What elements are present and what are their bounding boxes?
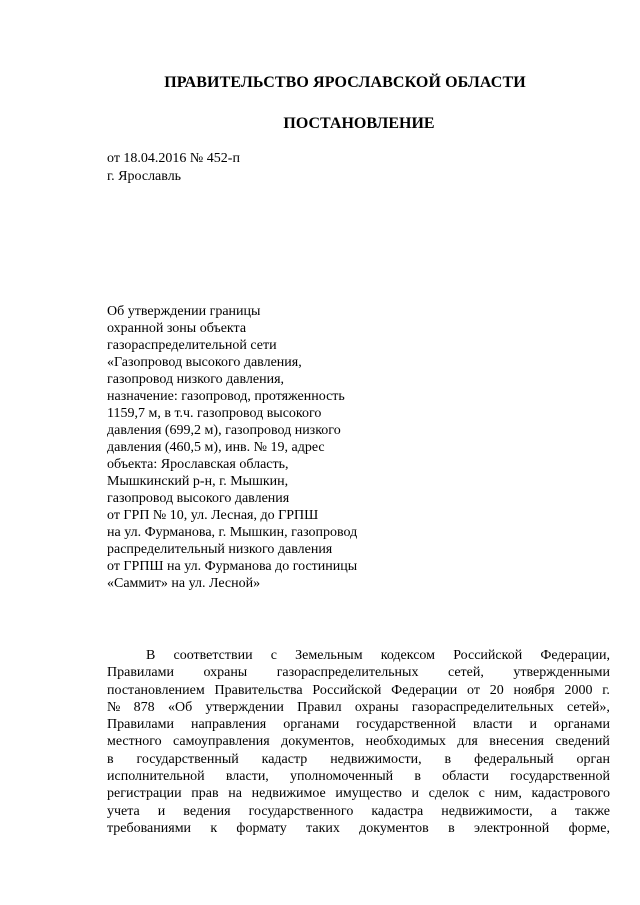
subject-line: распределительный низкого давления	[107, 542, 333, 557]
body-word: сделок	[428, 786, 469, 802]
subject-line: газопровод высокого давления	[107, 491, 290, 506]
body-word: государственный	[136, 751, 239, 767]
body-word: и	[411, 786, 420, 802]
body-word: учета	[107, 803, 140, 819]
document-meta	[107, 150, 240, 186]
body-word: кадастр	[261, 751, 308, 767]
body-word: форме,	[568, 820, 610, 836]
body-word: Правил	[297, 699, 342, 715]
body-line	[107, 803, 610, 820]
body-word: прав	[191, 786, 219, 802]
body-word: органами	[283, 717, 340, 733]
body-word: 2000	[564, 682, 593, 698]
body-word: кадастра	[371, 803, 424, 819]
subject-line: от ГРПШ на ул. Фурманова до гостиницы	[107, 559, 358, 574]
subject-line: назначение: газопровод, протяженность	[107, 389, 345, 404]
body-word: документов	[359, 820, 429, 836]
body-word: государственной	[356, 717, 457, 733]
body-word: охраны	[203, 665, 248, 681]
body-word: требованиями	[107, 820, 192, 836]
body-word: сетей,	[447, 665, 484, 681]
body-word: Российской	[453, 648, 523, 663]
body-word: в	[444, 751, 452, 767]
body-word: недвижимости,	[330, 751, 422, 767]
body-word: имущество	[335, 786, 402, 802]
body-word: власти,	[225, 769, 269, 785]
body-line	[107, 768, 610, 785]
body-word: 878	[133, 699, 155, 715]
body-word: самоуправления	[173, 734, 270, 750]
body-word: исполнительной	[107, 769, 205, 785]
body-word: В	[146, 648, 156, 663]
date-number: от 18.04.2016 № 452-п	[107, 151, 240, 166]
body-word: с	[478, 786, 485, 802]
subject-line: «Саммит» на ул. Лесной»	[107, 576, 261, 591]
body-word: г.	[602, 682, 610, 698]
body-word: «Об	[167, 699, 193, 715]
body-word: соответствии	[173, 648, 253, 663]
body-word: кодексом	[380, 648, 436, 663]
city: г. Ярославль	[107, 169, 182, 184]
body-word: государственной	[510, 769, 610, 785]
body-word: государственного	[248, 803, 354, 819]
body-line	[107, 733, 610, 750]
subject-line: охранной зоны объекта	[107, 321, 247, 336]
body-line	[107, 820, 610, 837]
body-line	[107, 785, 610, 802]
subject-line: «Газопровод высокого давления,	[107, 355, 302, 370]
body-line	[107, 664, 610, 681]
body-word: ноября	[513, 682, 555, 698]
body-word: Земельным	[295, 648, 363, 663]
body-word: уполномоченный	[290, 769, 394, 785]
body-word: формату	[236, 820, 287, 836]
body-word: для	[457, 734, 478, 750]
body-word: с	[270, 648, 277, 663]
body-word: газораспределительных	[276, 665, 419, 681]
body-line	[107, 716, 610, 733]
body-word: области	[442, 769, 489, 785]
body-word: постановлением	[107, 682, 205, 698]
subject-line: от ГРП № 10, ул. Лесная, до ГРПШ	[107, 508, 319, 523]
body-word: сведений	[555, 734, 610, 750]
body-word: недвижимое	[251, 786, 326, 802]
body-word: федеральный	[474, 751, 554, 767]
body-word: в	[414, 769, 421, 785]
body-word: утверждении	[205, 699, 284, 715]
body-word: также	[574, 803, 610, 819]
body-word: а	[550, 803, 557, 819]
body-word: Правительства	[214, 682, 303, 698]
body-word: электронной	[473, 820, 550, 836]
subject-line: газопровод низкого давления,	[107, 372, 285, 387]
body-word: 20	[489, 682, 504, 698]
body-word: Правилами	[107, 665, 174, 681]
subject-line: давления (699,2 м), газопровод низкого	[107, 423, 341, 438]
document-body	[107, 647, 610, 837]
body-word: на	[228, 786, 242, 802]
body-line	[107, 682, 610, 699]
body-word: Российской	[312, 682, 382, 698]
body-word: документов,	[281, 734, 355, 750]
body-word: органами	[553, 717, 610, 733]
body-word: необходимых	[365, 734, 446, 750]
body-word: власти	[473, 717, 513, 733]
subject-line: давления (460,5 м), инв. № 19, адрес	[107, 440, 325, 455]
body-word: таких	[306, 820, 340, 836]
government-title: ПРАВИТЕЛЬСТВО ЯРОСЛАВСКОЙ ОБЛАСТИ	[164, 74, 526, 91]
body-line	[107, 647, 610, 664]
body-word: внесения	[489, 734, 544, 750]
subject-line: газораспределительной сети	[107, 338, 277, 353]
subject-line: 1159,7 м, в т.ч. газопровод высокого	[107, 406, 322, 421]
body-word: Федерации,	[540, 648, 610, 663]
body-word: недвижимости,	[441, 803, 533, 819]
body-word: направления	[190, 717, 267, 733]
body-word: утвержденными	[513, 665, 610, 681]
body-word: охраны	[354, 699, 399, 715]
subject-line: Мышкинский р-н, г. Мышкин,	[107, 474, 289, 489]
body-word: орган	[576, 751, 610, 767]
body-word: Правилами	[107, 717, 174, 733]
body-word: в	[448, 820, 455, 836]
body-word: и	[529, 717, 537, 733]
subject-line: на ул. Фурманова, г. Мышкин, газопровод	[107, 525, 358, 540]
body-word: в	[107, 751, 114, 767]
body-word: ним,	[494, 786, 522, 802]
body-word: к	[210, 820, 218, 836]
body-word: местного	[107, 734, 162, 750]
subject-line: Об утверждении границы	[107, 304, 261, 319]
document-type-title: ПОСТАНОВЛЕНИЕ	[283, 115, 435, 132]
body-word: от	[467, 682, 480, 698]
body-word: ведения	[183, 803, 231, 819]
body-word: Федерации	[391, 682, 458, 698]
body-word: регистрации	[107, 786, 182, 802]
body-line	[107, 751, 610, 768]
subject-line: объекта: Ярославская область,	[107, 457, 289, 472]
body-line	[107, 699, 610, 716]
body-word: и	[157, 803, 166, 819]
body-word: кадастрового	[531, 786, 610, 802]
body-word: газораспределительных	[411, 699, 554, 715]
document-subject	[107, 303, 357, 592]
body-word: №	[107, 699, 121, 715]
body-word: сетей»,	[567, 699, 610, 715]
